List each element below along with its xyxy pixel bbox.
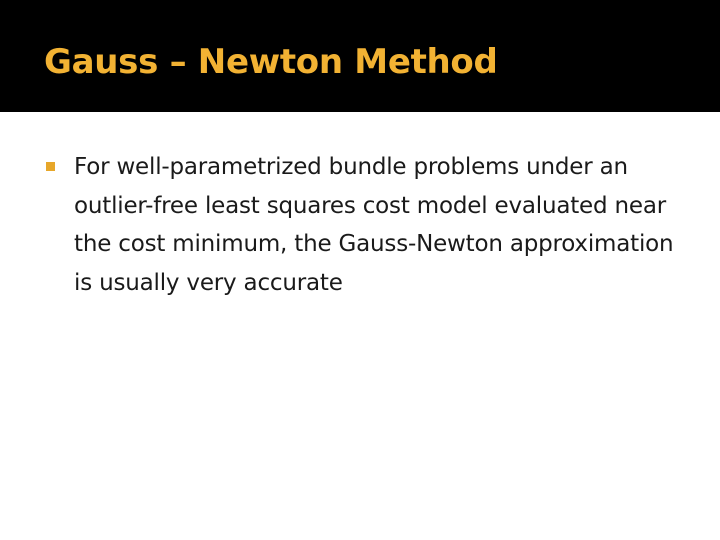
title-bar [0, 0, 720, 112]
square-bullet-icon [46, 162, 55, 171]
slide-title: Gauss – Newton Method [44, 42, 498, 82]
slide-content [46, 148, 686, 302]
bullet-text: For well-parametrized bundle problems under an outlier-free least squares cost model evaluated near the cost minimum, the Gauss-Newton approximation is usually very accurate [74, 154, 674, 296]
bullet-item [46, 148, 686, 302]
